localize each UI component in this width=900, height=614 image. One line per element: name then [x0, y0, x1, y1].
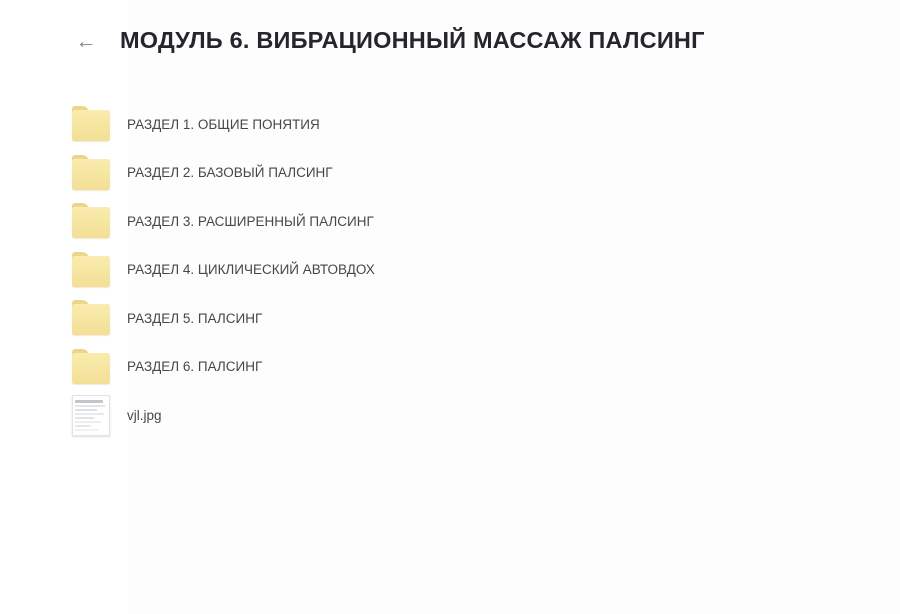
- folder-row[interactable]: [72, 294, 632, 343]
- item-label: РАЗДЕЛ 6. ПАЛСИНГ: [127, 359, 263, 375]
- item-label: РАЗДЕЛ 5. ПАЛСИНГ: [127, 310, 263, 326]
- folder-icon: [72, 252, 110, 288]
- item-label: РАЗДЕЛ 2. БАЗОВЫЙ ПАЛСИНГ: [127, 165, 333, 181]
- item-icon-slot: [72, 300, 127, 336]
- item-label: РАЗДЕЛ 3. РАСШИРЕННЫЙ ПАЛСИНГ: [127, 213, 374, 229]
- folder-row[interactable]: [72, 149, 632, 198]
- item-label: vjl.jpg: [127, 407, 162, 423]
- file-list: [72, 100, 632, 440]
- file-row[interactable]: [72, 391, 632, 440]
- folder-row[interactable]: [72, 197, 632, 246]
- item-icon-slot: [72, 203, 127, 239]
- folder-icon: [72, 300, 110, 336]
- folder-icon: [72, 155, 110, 191]
- item-icon-slot: [72, 349, 127, 385]
- folder-row[interactable]: [72, 246, 632, 295]
- item-label: РАЗДЕЛ 1. ОБЩИЕ ПОНЯТИЯ: [127, 116, 320, 132]
- item-icon-slot: [72, 106, 127, 142]
- item-icon-slot: [72, 252, 127, 288]
- item-icon-slot: [72, 395, 127, 436]
- folder-icon: [72, 106, 110, 142]
- page-title: МОДУЛЬ 6. ВИБРАЦИОННЫЙ МАССАЖ ПАЛСИНГ: [120, 27, 705, 53]
- folder-row[interactable]: [72, 343, 632, 392]
- image-thumbnail-icon: [72, 395, 110, 436]
- folder-icon: [72, 203, 110, 239]
- back-button[interactable]: ←: [75, 30, 97, 53]
- item-label: РАЗДЕЛ 4. ЦИКЛИЧЕСКИЙ АВТОВДОХ: [127, 262, 375, 278]
- folder-icon: [72, 349, 110, 385]
- item-icon-slot: [72, 155, 127, 191]
- folder-row[interactable]: [72, 100, 632, 149]
